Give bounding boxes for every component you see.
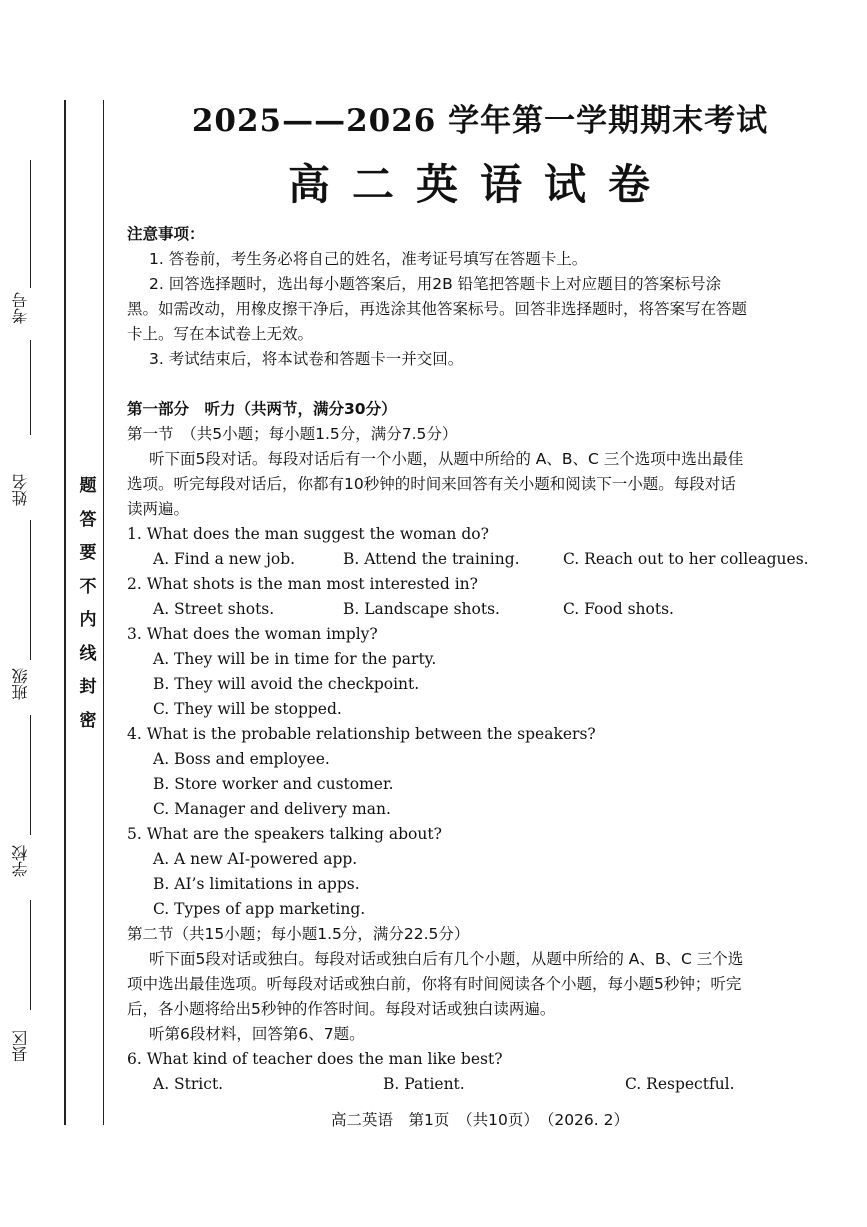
section2-heading: 第二节（共15小题；每小题1.5分，满分22.5分） [127, 925, 470, 943]
seal-char: 答 [79, 509, 97, 530]
question-2 [127, 572, 837, 597]
county-label: 县区 [11, 1030, 30, 1062]
question-text: What does the man suggest the woman do? [146, 525, 489, 543]
option-a[interactable]: A. Find a new job. [153, 550, 296, 568]
option-c[interactable]: C. Respectful. [625, 1075, 735, 1093]
seal-char: 内 [79, 610, 97, 630]
question-1 [127, 522, 837, 547]
exam-number-line-lower [30, 340, 31, 435]
question-number: 2. [127, 575, 142, 593]
option-b[interactable]: B. They will avoid the checkpoint. [153, 675, 420, 693]
seal-char: 封 [79, 677, 97, 697]
page-footer: 高二英语 第1页 （共10页） （2026. 2） [331, 1111, 629, 1129]
notice-line: 2. 回答选择题时，选出每小题答案后，用2B 铅笔把答题卡上对应题目的答案标号涂 [149, 275, 722, 293]
question-text: What shots is the man most interested in? [146, 575, 478, 593]
option-b[interactable]: B. Store worker and customer. [153, 775, 394, 793]
question-3 [127, 622, 837, 647]
question-number: 6. [127, 1050, 142, 1068]
question-text: What are the speakers talking about? [146, 825, 442, 843]
question-2-options [127, 597, 837, 622]
option-a[interactable]: A. They will be in time for the party. [153, 650, 437, 668]
option-c[interactable]: C. Types of app marketing. [153, 900, 366, 918]
section1-instruction: 读两遍。 [127, 500, 190, 518]
question-number: 3. [127, 625, 142, 643]
school-line [30, 900, 31, 1010]
option-b[interactable]: B. Patient. [383, 1075, 465, 1093]
option-c[interactable]: C. Food shots. [563, 600, 674, 618]
question-6 [127, 1047, 837, 1072]
exam-content [127, 222, 837, 1097]
exam-title: 2025——2026 学年第一学期期末考试 [191, 103, 769, 139]
seal-char: 不 [79, 576, 97, 597]
section2-instruction: 后，各小题将给出5秒钟的作答时间。每段对话或独白读两遍。 [127, 1000, 556, 1018]
notice-line: 黑。如需改动，用橡皮擦干净后，再选涂其他答案标号。回答非选择题时，将答案写在答题 [127, 300, 748, 318]
material-note: 听第6段材料，回答第6、7题。 [149, 1025, 365, 1043]
option-b[interactable]: B. Attend the training. [343, 550, 520, 568]
option-b[interactable]: B. Landscape shots. [343, 600, 500, 618]
name-line [30, 520, 31, 660]
school-label: 学校 [11, 845, 30, 877]
question-number: 4. [127, 725, 142, 743]
option-c[interactable]: C. They will be stopped. [153, 700, 342, 718]
section1-heading: 第一节 （共5小题；每小题1.5分，满分7.5分） [127, 425, 458, 443]
class-line [30, 715, 31, 835]
seal-char: 密 [79, 710, 97, 731]
question-1-options [127, 547, 837, 572]
question-4 [127, 722, 837, 747]
section2-instruction: 项中选出最佳选项。听每段对话或独白前，你将有时间阅读各个小题，每小题5秒钟；听完 [127, 975, 742, 993]
question-5 [127, 822, 837, 847]
option-a[interactable]: A. Boss and employee. [153, 750, 330, 768]
option-b[interactable]: B. AI’s limitations in apps. [153, 875, 360, 893]
option-a[interactable]: A. Street shots. [153, 600, 275, 618]
question-number: 5. [127, 825, 142, 843]
seal-warning [76, 470, 100, 738]
section2-instruction: 听下面5段对话或独白。每段对话或独白后有几个小题，从题中所给的 A、B、C 三个选 [149, 950, 744, 968]
seal-char: 线 [79, 643, 97, 664]
notice-line: 1. 答卷前，考生务必将自己的姓名，准考证号填写在答题卡上。 [149, 250, 588, 268]
question-text: What does the woman imply? [146, 625, 378, 643]
question-6-options [127, 1072, 837, 1097]
notice-line: 卡上。写在本试卷上无效。 [127, 325, 314, 343]
seal-char: 要 [79, 543, 97, 563]
question-text: What kind of teacher does the man like best? [146, 1050, 503, 1068]
class-label: 班级 [11, 668, 30, 700]
question-text: What is the probable relationship between the speakers? [146, 725, 596, 743]
exam-number-label: 考号 [11, 292, 30, 324]
name-label: 姓名 [11, 474, 30, 506]
exam-number-line [30, 160, 31, 288]
section1-instruction: 听下面5段对话。每段对话后有一个小题，从题中所给的 A、B、C 三个选项中选出最佳 [149, 450, 744, 468]
exam-subtitle: 高二英语试卷 [287, 160, 672, 209]
section1-instruction: 选项。听完每段对话后，你都有10秒钟的时间来回答有关小题和阅读下一小题。每段对话 [127, 475, 736, 493]
seal-char: 题 [79, 476, 97, 496]
option-a[interactable]: A. A new AI-powered app. [153, 850, 358, 868]
binding-line-inner [103, 100, 104, 1125]
notice-heading: 注意事项： [127, 225, 205, 243]
option-c[interactable]: C. Reach out to her colleagues. [563, 550, 809, 568]
part1-heading: 第一部分 听力（共两节，满分30分） [127, 400, 397, 418]
binding-line-outer [64, 100, 66, 1125]
notice-line: 3. 考试结束后，将本试卷和答题卡一并交回。 [149, 350, 464, 368]
option-c[interactable]: C. Manager and delivery man. [153, 800, 391, 818]
question-number: 1. [127, 525, 142, 543]
option-a[interactable]: A. Strict. [153, 1075, 224, 1093]
